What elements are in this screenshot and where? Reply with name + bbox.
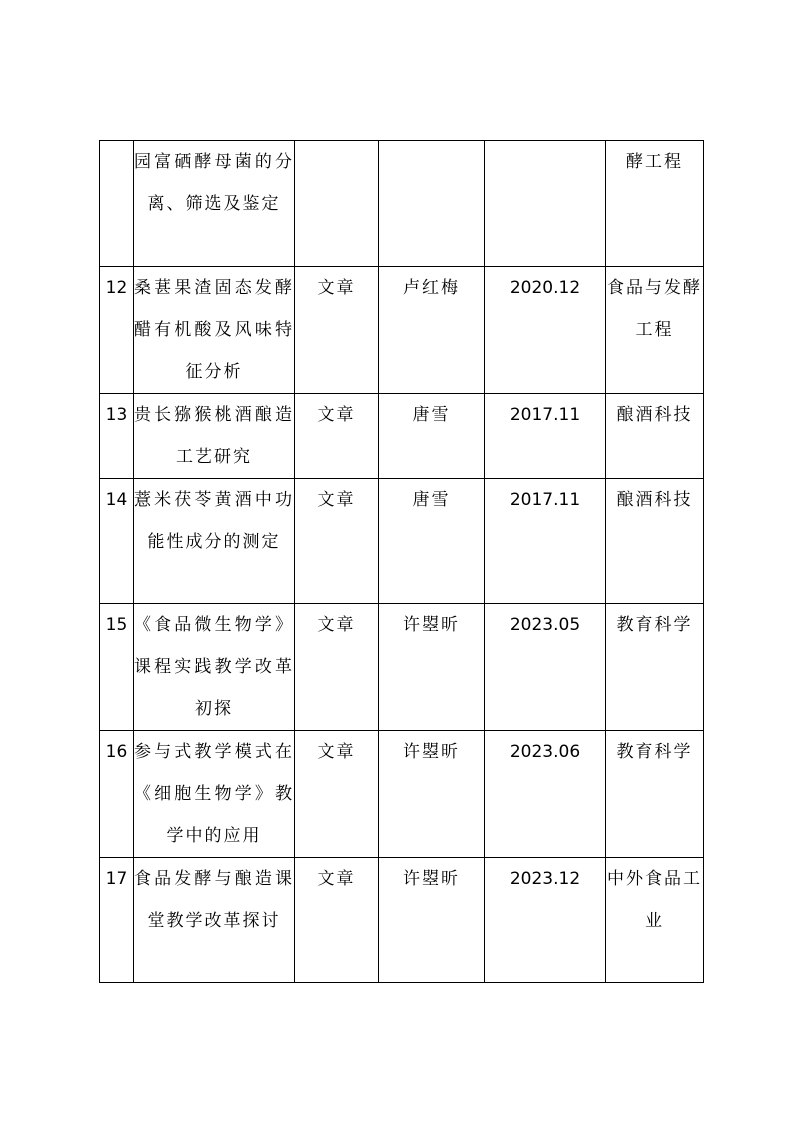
table-row [100,604,704,731]
paper-date: 2017.11 [485,479,606,604]
paper-date: 2023.06 [485,731,606,858]
paper-title: 薏米茯苓黄酒中功能性成分的测定 [134,479,295,604]
paper-type: 文章 [295,267,379,394]
paper-journal: 中外食品工业 [606,858,704,983]
paper-type: 文章 [295,731,379,858]
paper-author: 许曌昕 [379,858,485,983]
table-row [100,731,704,858]
paper-type: 文章 [295,394,379,479]
papers-table [99,140,704,983]
paper-date: 2020.12 [485,267,606,394]
paper-date [485,141,606,267]
paper-author [379,141,485,267]
table-row [100,267,704,394]
paper-author: 卢红梅 [379,267,485,394]
table-row [100,141,704,267]
row-number: 15 [100,604,134,731]
table-row [100,394,704,479]
paper-type: 文章 [295,479,379,604]
paper-title: 食品发酵与酿造课堂教学改革探讨 [134,858,295,983]
paper-date: 2017.11 [485,394,606,479]
paper-journal: 酿酒科技 [606,479,704,604]
row-number: 16 [100,731,134,858]
paper-author: 许曌昕 [379,604,485,731]
table-row [100,479,704,604]
row-number: 14 [100,479,134,604]
paper-journal: 教育科学 [606,731,704,858]
paper-date: 2023.12 [485,858,606,983]
paper-title: 园富硒酵母菌的分离、筛选及鉴定 [134,141,295,267]
row-number [100,141,134,267]
row-number: 17 [100,858,134,983]
paper-journal: 食品与发酵工程 [606,267,704,394]
paper-title: 贵长猕猴桃酒酿造工艺研究 [134,394,295,479]
paper-author: 唐雪 [379,394,485,479]
paper-journal: 酿酒科技 [606,394,704,479]
row-number: 13 [100,394,134,479]
paper-author: 唐雪 [379,479,485,604]
paper-type: 文章 [295,604,379,731]
paper-title: 参与式教学模式在《细胞生物学》教学中的应用 [134,731,295,858]
row-number: 12 [100,267,134,394]
paper-author: 许曌昕 [379,731,485,858]
paper-journal: 教育科学 [606,604,704,731]
paper-title: 《食品微生物学》课程实践教学改革初探 [134,604,295,731]
paper-journal: 酵工程 [606,141,704,267]
paper-title: 桑葚果渣固态发酵醋有机酸及风味特征分析 [134,267,295,394]
paper-date: 2023.05 [485,604,606,731]
paper-type [295,141,379,267]
table-row [100,858,704,983]
paper-type: 文章 [295,858,379,983]
